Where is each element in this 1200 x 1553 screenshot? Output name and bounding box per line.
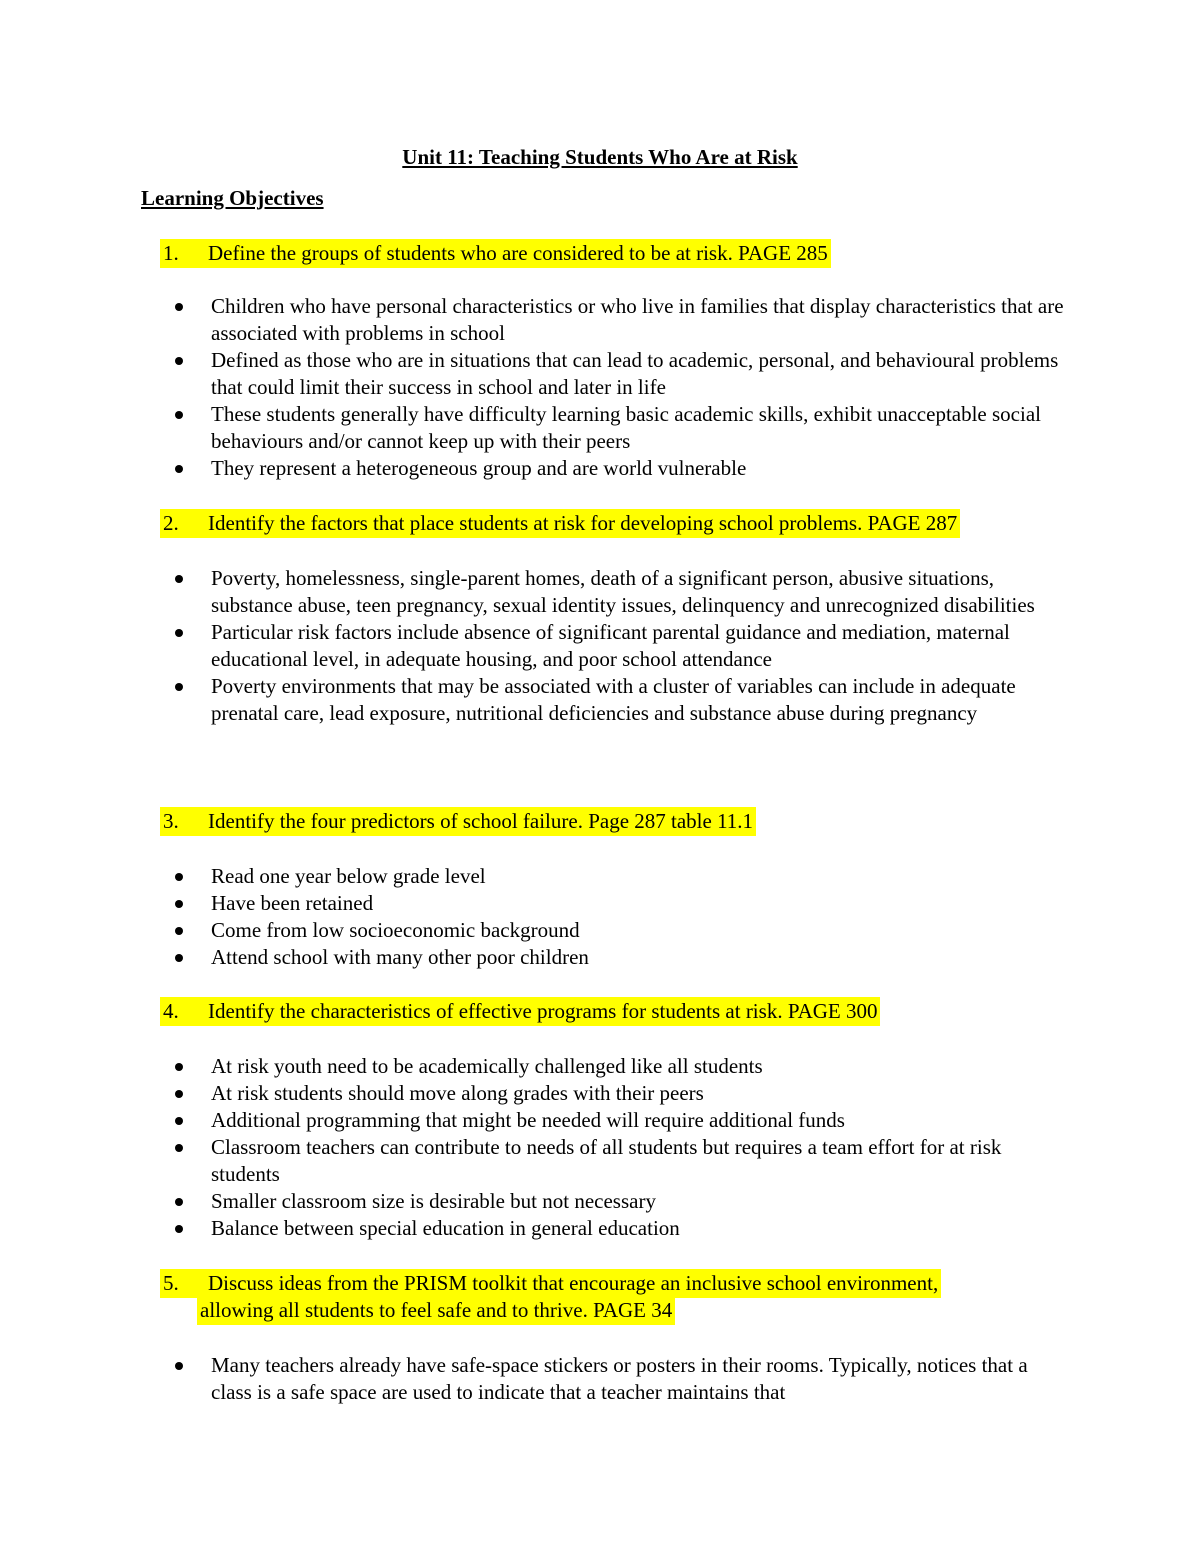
list-item xyxy=(170,1107,1070,1134)
list-item xyxy=(170,619,1070,673)
bullet-icon xyxy=(175,683,183,691)
objective-text: Identify the factors that place students at risk for developing school problems. PAGE 287 xyxy=(208,511,958,535)
objective-number: 4. xyxy=(163,999,179,1023)
objective-3-bullets xyxy=(170,863,1070,971)
bullet-text: These students generally have difficulty learning basic academic skills, exhibit unacceptable social behaviours and/or cannot keep up with their peers xyxy=(211,402,1041,453)
objective-number: 5. xyxy=(163,1271,179,1295)
list-item xyxy=(170,347,1070,401)
objective-number: 1. xyxy=(163,241,179,265)
bullet-icon xyxy=(175,575,183,583)
bullet-icon xyxy=(175,629,183,637)
bullet-icon xyxy=(175,357,183,365)
bullet-text: Smaller classroom size is desirable but not necessary xyxy=(211,1189,656,1213)
list-item xyxy=(170,1188,1070,1215)
objective-3 xyxy=(160,808,1070,835)
list-item xyxy=(170,1352,1070,1406)
bullet-icon xyxy=(175,303,183,311)
list-item xyxy=(170,863,1070,890)
bullet-text: Classroom teachers can contribute to needs of all students but requires a team effort for at risk students xyxy=(211,1135,1002,1186)
bullet-icon xyxy=(175,1198,183,1206)
bullet-text: At risk youth need to be academically challenged like all students xyxy=(211,1054,763,1078)
list-item xyxy=(170,1215,1070,1242)
objective-text: Define the groups of students who are considered to be at risk. PAGE 285 xyxy=(208,241,828,265)
objective-4-highlight xyxy=(160,997,880,1026)
objective-1-bullets xyxy=(170,293,1070,482)
bullet-icon xyxy=(175,1144,183,1152)
bullet-text: Have been retained xyxy=(211,891,374,915)
bullet-text: Poverty, homelessness, single-parent homes, death of a significant person, abusive situations, substance abuse, teen pregnancy, sexual identity issues, delinquency and unrecognized disabilities xyxy=(211,566,1035,617)
bullet-text: Many teachers already have safe-space stickers or posters in their rooms. Typically, notices that a class is a safe space are used to indicate that a teacher maintains that xyxy=(211,1353,1028,1404)
bullet-text: They represent a heterogeneous group and are world vulnerable xyxy=(211,456,747,480)
list-item xyxy=(170,293,1070,347)
bullet-icon xyxy=(175,1063,183,1071)
bullet-icon xyxy=(175,873,183,881)
list-item xyxy=(170,1053,1070,1080)
objective-5-highlight-continued xyxy=(197,1296,675,1325)
bullet-text: Come from low socioeconomic background xyxy=(211,918,580,942)
objective-text-continued: allowing all students to feel safe and to thrive. PAGE 34 xyxy=(200,1298,673,1322)
objective-2 xyxy=(160,510,1070,537)
document-title: Unit 11: Teaching Students Who Are at Risk xyxy=(402,145,798,169)
list-item xyxy=(170,917,1070,944)
bullet-icon xyxy=(175,1225,183,1233)
objective-text: Identify the characteristics of effective programs for students at risk. PAGE 300 xyxy=(208,999,878,1023)
list-item xyxy=(170,944,1070,971)
bullet-icon xyxy=(175,1090,183,1098)
bullet-text: Read one year below grade level xyxy=(211,864,486,888)
bullet-icon xyxy=(175,411,183,419)
objective-text: Identify the four predictors of school failure. Page 287 table 11.1 xyxy=(208,809,754,833)
objective-3-highlight xyxy=(160,807,756,836)
bullet-text: Balance between special education in general education xyxy=(211,1216,680,1240)
bullet-text: Poverty environments that may be associated with a cluster of variables can include in adequate prenatal care, lead exposure, nutritional deficiencies and substance abuse during pregnancy xyxy=(211,674,1016,725)
objective-1-highlight xyxy=(160,239,831,268)
bullet-icon xyxy=(175,900,183,908)
objective-text: Discuss ideas from the PRISM toolkit that encourage an inclusive school environment, xyxy=(208,1271,939,1295)
list-item xyxy=(170,565,1070,619)
objective-5-highlight xyxy=(160,1269,941,1298)
objective-number: 2. xyxy=(163,511,179,535)
objective-4-bullets xyxy=(170,1053,1070,1242)
list-item xyxy=(170,1134,1070,1188)
bullet-text: At risk students should move along grades with their peers xyxy=(211,1081,704,1105)
bullet-text: Particular risk factors include absence of significant parental guidance and mediation, maternal educational level, in adequate housing, and poor school attendance xyxy=(211,620,1010,671)
bullet-icon xyxy=(175,927,183,935)
bullet-icon xyxy=(175,1362,183,1370)
list-item xyxy=(170,401,1070,455)
list-item xyxy=(170,890,1070,917)
bullet-text: Attend school with many other poor children xyxy=(211,945,589,969)
list-item xyxy=(170,455,1070,482)
objective-number: 3. xyxy=(163,809,179,833)
objective-5 xyxy=(160,1270,1070,1324)
objective-4 xyxy=(160,998,1070,1025)
bullet-icon xyxy=(175,954,183,962)
bullet-text: Children who have personal characteristics or who live in families that display characteristics that are associated with problems in school xyxy=(211,294,1064,345)
objective-2-bullets xyxy=(170,565,1070,727)
bullet-text: Defined as those who are in situations that can lead to academic, personal, and behavioural problems that could limit their success in school and later in life xyxy=(211,348,1059,399)
list-item xyxy=(170,673,1070,727)
objective-5-bullets xyxy=(170,1352,1070,1406)
objective-1 xyxy=(160,240,1070,267)
list-item xyxy=(170,1080,1070,1107)
objective-2-highlight xyxy=(160,509,960,538)
section-heading: Learning Objectives xyxy=(141,186,324,210)
bullet-icon xyxy=(175,465,183,473)
bullet-text: Additional programming that might be needed will require additional funds xyxy=(211,1108,845,1132)
bullet-icon xyxy=(175,1117,183,1125)
